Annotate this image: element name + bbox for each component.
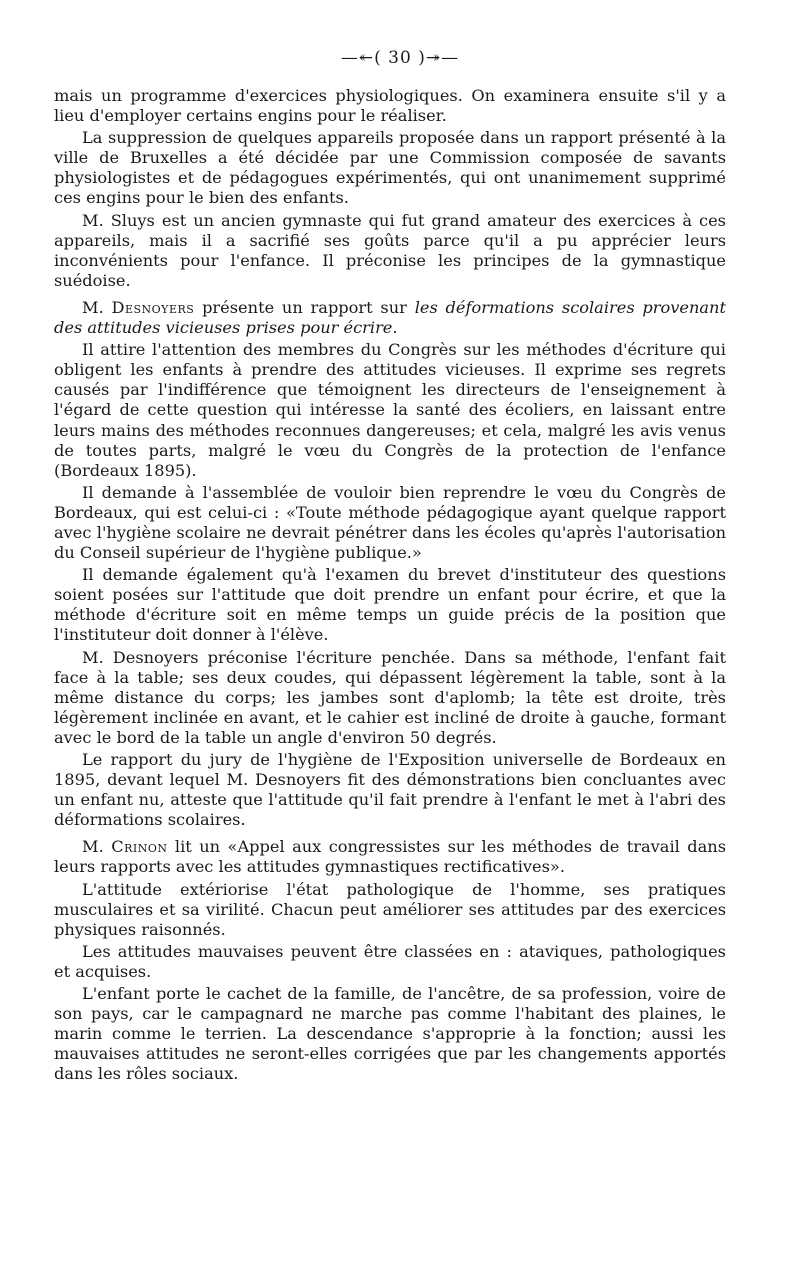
paragraph-jury: Le rapport du jury de l'hygiène de l'Exposition universelle de Bordeaux en 1895, devant lequel M. Desnoyers fit des démonstrations bien concluantes avec un enfant nu, atteste que l'attitude qu'il fait prendre à l'enfant le met à l'abri des déformations scolaires. [54, 750, 726, 830]
paragraph-attitude: L'attitude extériorise l'état pathologique de l'homme, ses pratiques musculaires et sa virilité. Chacun peut améliorer ses attitudes par des exercices physiques raisonnés. [54, 879, 726, 939]
speaker-name-desnoyers: Desnoyers [111, 297, 195, 317]
prefix: M. [82, 297, 112, 317]
report-title: les déformations scolaires provenant des attitudes vicieuses prises pour écrire. [54, 297, 726, 338]
page-body [54, 86, 726, 1087]
paragraph-attention: Il attire l'attention des membres du Congrès sur les méthodes d'écriture qui obligent les enfants à prendre des attitudes vicieuses. Il exprime ses regrets causés par l'indifférence que témoignent les directeurs de l'enseignement à l'égard de cette question qui intéresse la santé des écoliers, en laissant entre leurs mains des méthodes reconnues dangereuses; et cela, malgré les avis venus de toutes parts, malgré le vœu du Congrès de la protection de l'enfance (Bordeaux 1895). [54, 340, 726, 480]
speaker-name-crinon: Crinon [111, 837, 168, 857]
middle-text: présente un rapport sur [194, 297, 415, 317]
paragraph-bruxelles: La suppression de quelques appareils proposée dans un rapport présenté à la ville de Bruxelles a été décidée par une Commission composée de savants physiologistes et de pédagogues expérimentés, qui ont unanimement supprimé ces engins pour le bien des enfants. [54, 128, 726, 208]
paragraph-sluys: M. Sluys est un ancien gymnaste qui fut grand amateur des exercices à ces appareils, mais il a sacrifié ses goûts parce qu'il a pu apprécier leurs inconvénients pour l'enfance. Il préconise les principes de la gymnastique suédoise. [54, 210, 726, 290]
paragraph-crinon [54, 837, 726, 877]
paragraph-voeu: Il demande à l'assemblée de vouloir bien reprendre le vœu du Congrès de Bordeaux, qui est celui-ci : «Toute méthode pédagogique ayant quelque rapport avec l'hygiène scolaire ne devrait pénétrer dans les écoles qu'après l'autorisation du Conseil supérieur de l'hygiène publique.» [54, 482, 726, 563]
page-number-header: —↞( 30 )↠— [340, 48, 460, 68]
paragraph-desnoyers-report [54, 298, 726, 338]
rest-text: lit un «Appel aux congressistes sur les méthodes de travail dans leurs rapports avec les attitudes gymnastiques rectificatives». [54, 837, 726, 877]
prefix: M. [82, 837, 112, 857]
paragraph-brevet: Il demande également qu'à l'examen du brevet d'instituteur des questions soient posées sur l'attitude que doit prendre un enfant pour écrire, et que la méthode d'écriture soit en même temps un guide précis de la position que l'instituteur doit donner à l'élève. [54, 565, 726, 645]
paragraph-cachet: L'enfant porte le cachet de la famille, de l'ancêtre, de sa profession, voire de son pays, car le campagnard ne marche pas comme l'habitant des plaines, le marin comme le terrien. La descendance s'approprie à la fonction; aussi les mauvaises attitudes ne seront-elles corrigées que par les changements apportés dans les rôles sociaux. [54, 984, 726, 1084]
paragraph-continuation: mais un programme d'exercices physiologiques. On examinera ensuite s'il y a lieu d'employer certains engins pour le réaliser. [54, 86, 726, 126]
paragraph-classees: Les attitudes mauvaises peuvent être classées en : ataviques, pathologiques et acquises. [54, 941, 726, 981]
paragraph-ecriture-penchee: M. Desnoyers préconise l'écriture penchée. Dans sa méthode, l'enfant fait face à la table; ses deux coudes, qui dépassent légèrement la table, sont à la même distance du corps; les jambes sont d'aplomb; la tête est droite, très légèrement inclinée en avant, et le cahier est incliné de droite à gauche, formant avec le bord de la table un angle d'environ 50 degrés. [54, 647, 726, 747]
